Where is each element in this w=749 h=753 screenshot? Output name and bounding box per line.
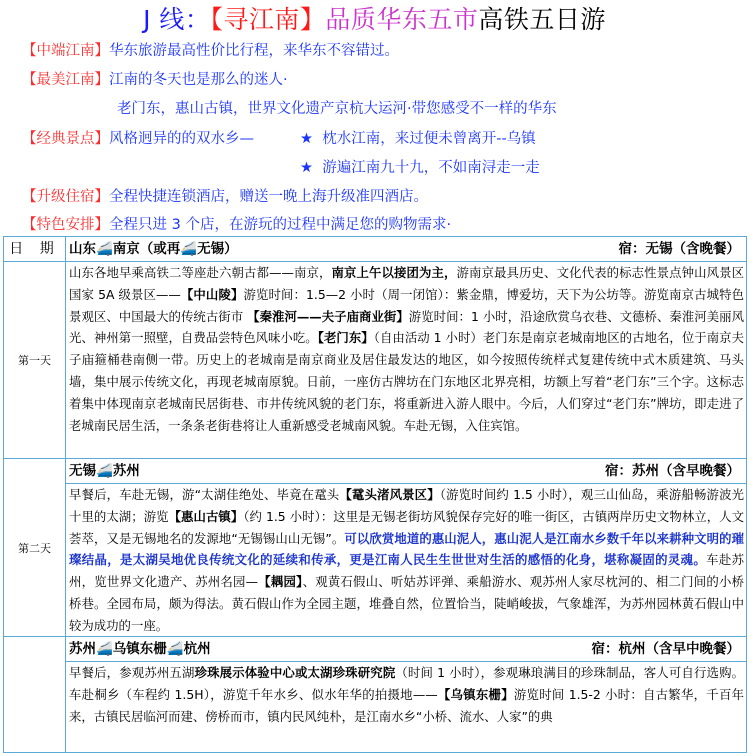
day3-route-header (66, 637, 746, 661)
itinerary-table (3, 236, 747, 753)
desc-text: 山东各地早乘高铁二等座赴六朝古都——南京， (69, 265, 332, 280)
feature-text: 游遍江南九十九，不如南浔走一走 (322, 160, 540, 176)
feature-beautiful-cont (117, 99, 557, 119)
day2-route: 无锡🚄苏州 (69, 463, 140, 479)
day2-description (66, 484, 747, 637)
desc-highlight: 南京上午以接团为主， (331, 265, 457, 280)
desc-highlight: 【乌镇东栅】 (437, 686, 514, 702)
feature-text: 全程快捷连锁酒店，赠送一晚上海升级准四酒店。 (109, 189, 428, 205)
feature-beautiful (22, 70, 288, 90)
day2-stay: 宿：苏州（含早晚餐） (605, 463, 740, 479)
day3-stay: 宿：杭州（含早中晚餐） (591, 641, 740, 657)
title-brand: 【寻江南】 (210, 5, 326, 34)
feature-text: 全程只进 3 个店，在游玩的过程中满足您的购物需求· (109, 217, 452, 233)
day1-stay: 宿：无锡（含晚餐） (618, 241, 740, 257)
day3-route-cell (66, 637, 747, 662)
feature-special (22, 215, 451, 235)
day3-route: 苏州🚄乌镇东栅🚄杭州 (69, 641, 211, 657)
desc-highlight: 【耦园】 (258, 574, 303, 590)
desc-highlight: 【惠山古镇】 (168, 508, 244, 524)
feature-tag: 【中端江南】 (22, 43, 109, 59)
star-icon: ★ (300, 160, 313, 176)
day3-label (4, 637, 66, 753)
feature-text: 江南的冬天也是那么的迷人· (109, 72, 288, 88)
title-tour: 高铁五日游 (478, 5, 606, 34)
feature-midrange (22, 41, 399, 61)
desc-text: （自由活动 1 小时）老门东是南京老城南地区的古地名，位于南京夫子庙箍桶巷南侧一带。历史上的老城南是南京商业及居住最发达的地区，如今按照传统样式复建传统中式木质建筑、马头墙，集中展示传统文化，再现老城南原貌。日前，一座仿古牌坊在门东地区北界亮相，坊额上写着“老门东”三个字。这标志着集中体现南京老城南民居街巷、市井传统风貌的老门东，将重新进入游人眼中。今后，人们穿过“老门东”牌坊，即走进了老城南民居生活，一条条老街巷将让人重新感受老城南风貌。车赴无锡，入住宾馆。 (69, 330, 744, 433)
day1-route-header (66, 237, 746, 261)
day2-label: 第二天 (4, 459, 66, 637)
title-subject: 品质华东五市 (325, 5, 479, 34)
feature-classic (22, 129, 254, 149)
desc-blue-highlight: 可以欣赏地道的惠山泥人，惠山泥人是江南水乡数千年以来耕种文明的璀璨结晶，是太湖吴地优良传统文化的延续和传承，更是江南人民生生世世对生活的感悟的化身，堪称凝固的灵魂。 (69, 530, 745, 568)
feature-classic-star1 (300, 129, 536, 149)
day1-route: 山东🚄南京（或再🚄无锡） (69, 241, 238, 257)
desc-text: 游览时间 1.5-2 小时：自古繁华，千百年来，古镇民居临河而建、傍桥而市，镇内民风纯朴，是江南水乡“小桥、流水、人家”的典 (69, 686, 745, 724)
table-row (4, 662, 747, 753)
table-header-row (4, 237, 747, 262)
feature-classic-star2 (300, 158, 540, 178)
desc-text: （时间 1 小时），参观琳琅满目的珍珠制品，客人可自行选购。车赴桐乡（车程约 1.5H），游览千年水乡、似水年华的拍摄地—— (69, 665, 745, 702)
desc-text: 车赴苏州，览世界文化遗产、苏州名园— (69, 552, 745, 590)
day3-description (66, 662, 747, 753)
desc-text: 游览时间：1 小时，沿途欣赏乌衣巷、文德桥、秦淮河美丽风光、神州第一照壁，自费品尝特色风味小吃。 (69, 308, 744, 346)
day1-description (66, 262, 747, 459)
desc-text: 游览时间：1.5—2 小时（周一闭馆）：紫金鼎，博爱坊，天下为公坊等。游览南京古城特色景观区、中国最大的传统古街市 (69, 286, 744, 324)
desc-text: （约 1.5 小时）：这里是无锡老街坊风貌保存完好的唯一街区，古镇两岸历史文物林立，人文荟萃，又是无锡地名的发源地“无锡锡山山无锡”。 (69, 508, 745, 546)
feature-tag: 【经典景点】 (22, 131, 109, 147)
feature-text: 枕水江南，来过便未曾离开--乌镇 (322, 131, 536, 147)
desc-highlight: 【秦淮河——夫子庙商业街】 (247, 308, 409, 324)
table-row (4, 459, 747, 484)
page-title (0, 4, 749, 36)
desc-highlight: 【老门东】 (317, 330, 374, 346)
day1-label: 第一天 (4, 262, 66, 459)
star-icon: ★ (300, 131, 313, 147)
table-row (4, 262, 747, 459)
desc-text: 早餐后，参观苏州五湖 (69, 665, 195, 680)
day2-route-header (66, 459, 746, 483)
date-column-header: 日 期 (4, 237, 66, 262)
table-row (4, 637, 747, 662)
feature-tag: 【升级住宿】 (22, 189, 109, 205)
desc-text: 游南京最具历史、文化代表的标志性景点钟山风景区国家 5A 级景区—— (69, 265, 745, 302)
table-row (4, 484, 747, 637)
title-line-code: J 线： (143, 5, 211, 34)
desc-highlight: 珍珠展示体验中心或太湖珍珠研究院 (194, 665, 396, 680)
feature-text: 华东旅游最高性价比行程，来华东不容错过。 (109, 43, 399, 59)
feature-tag: 【特色安排】 (22, 217, 109, 233)
feature-text: 老门东，惠山古镇，世界文化遗产京杭大运河·带您感受不一样的华东 (117, 101, 557, 117)
feature-tag: 【最美江南】 (22, 72, 109, 88)
desc-text: 早餐后，车赴无锡，游“太湖佳绝处、毕竟在鼋头 (69, 487, 340, 502)
desc-text: 、观黄石假山、听姑苏评弹、乘船游水、观苏州人家尽枕河的、相二门间的小桥桥巷。全园布局，颇为得法。黄石假山作为全园主题，堆叠自然，位置恰当，陡峭峻拔，气象雄浑，为苏州园林黄石假山中较为成功的一座。 (69, 574, 745, 633)
desc-highlight: 【鼋头渚风景区】 (339, 487, 440, 502)
day1-route-cell (66, 237, 747, 262)
desc-highlight: 【中山陵】 (180, 286, 244, 302)
desc-text: （游览时间约 1.5 小时），观三山仙岛，乘游船畅游波光十里的太湖；游览 (69, 487, 745, 524)
day2-route-cell (66, 459, 747, 484)
feature-text: 风格迥异的的双水乡— (109, 131, 254, 147)
feature-hotel (22, 187, 428, 207)
